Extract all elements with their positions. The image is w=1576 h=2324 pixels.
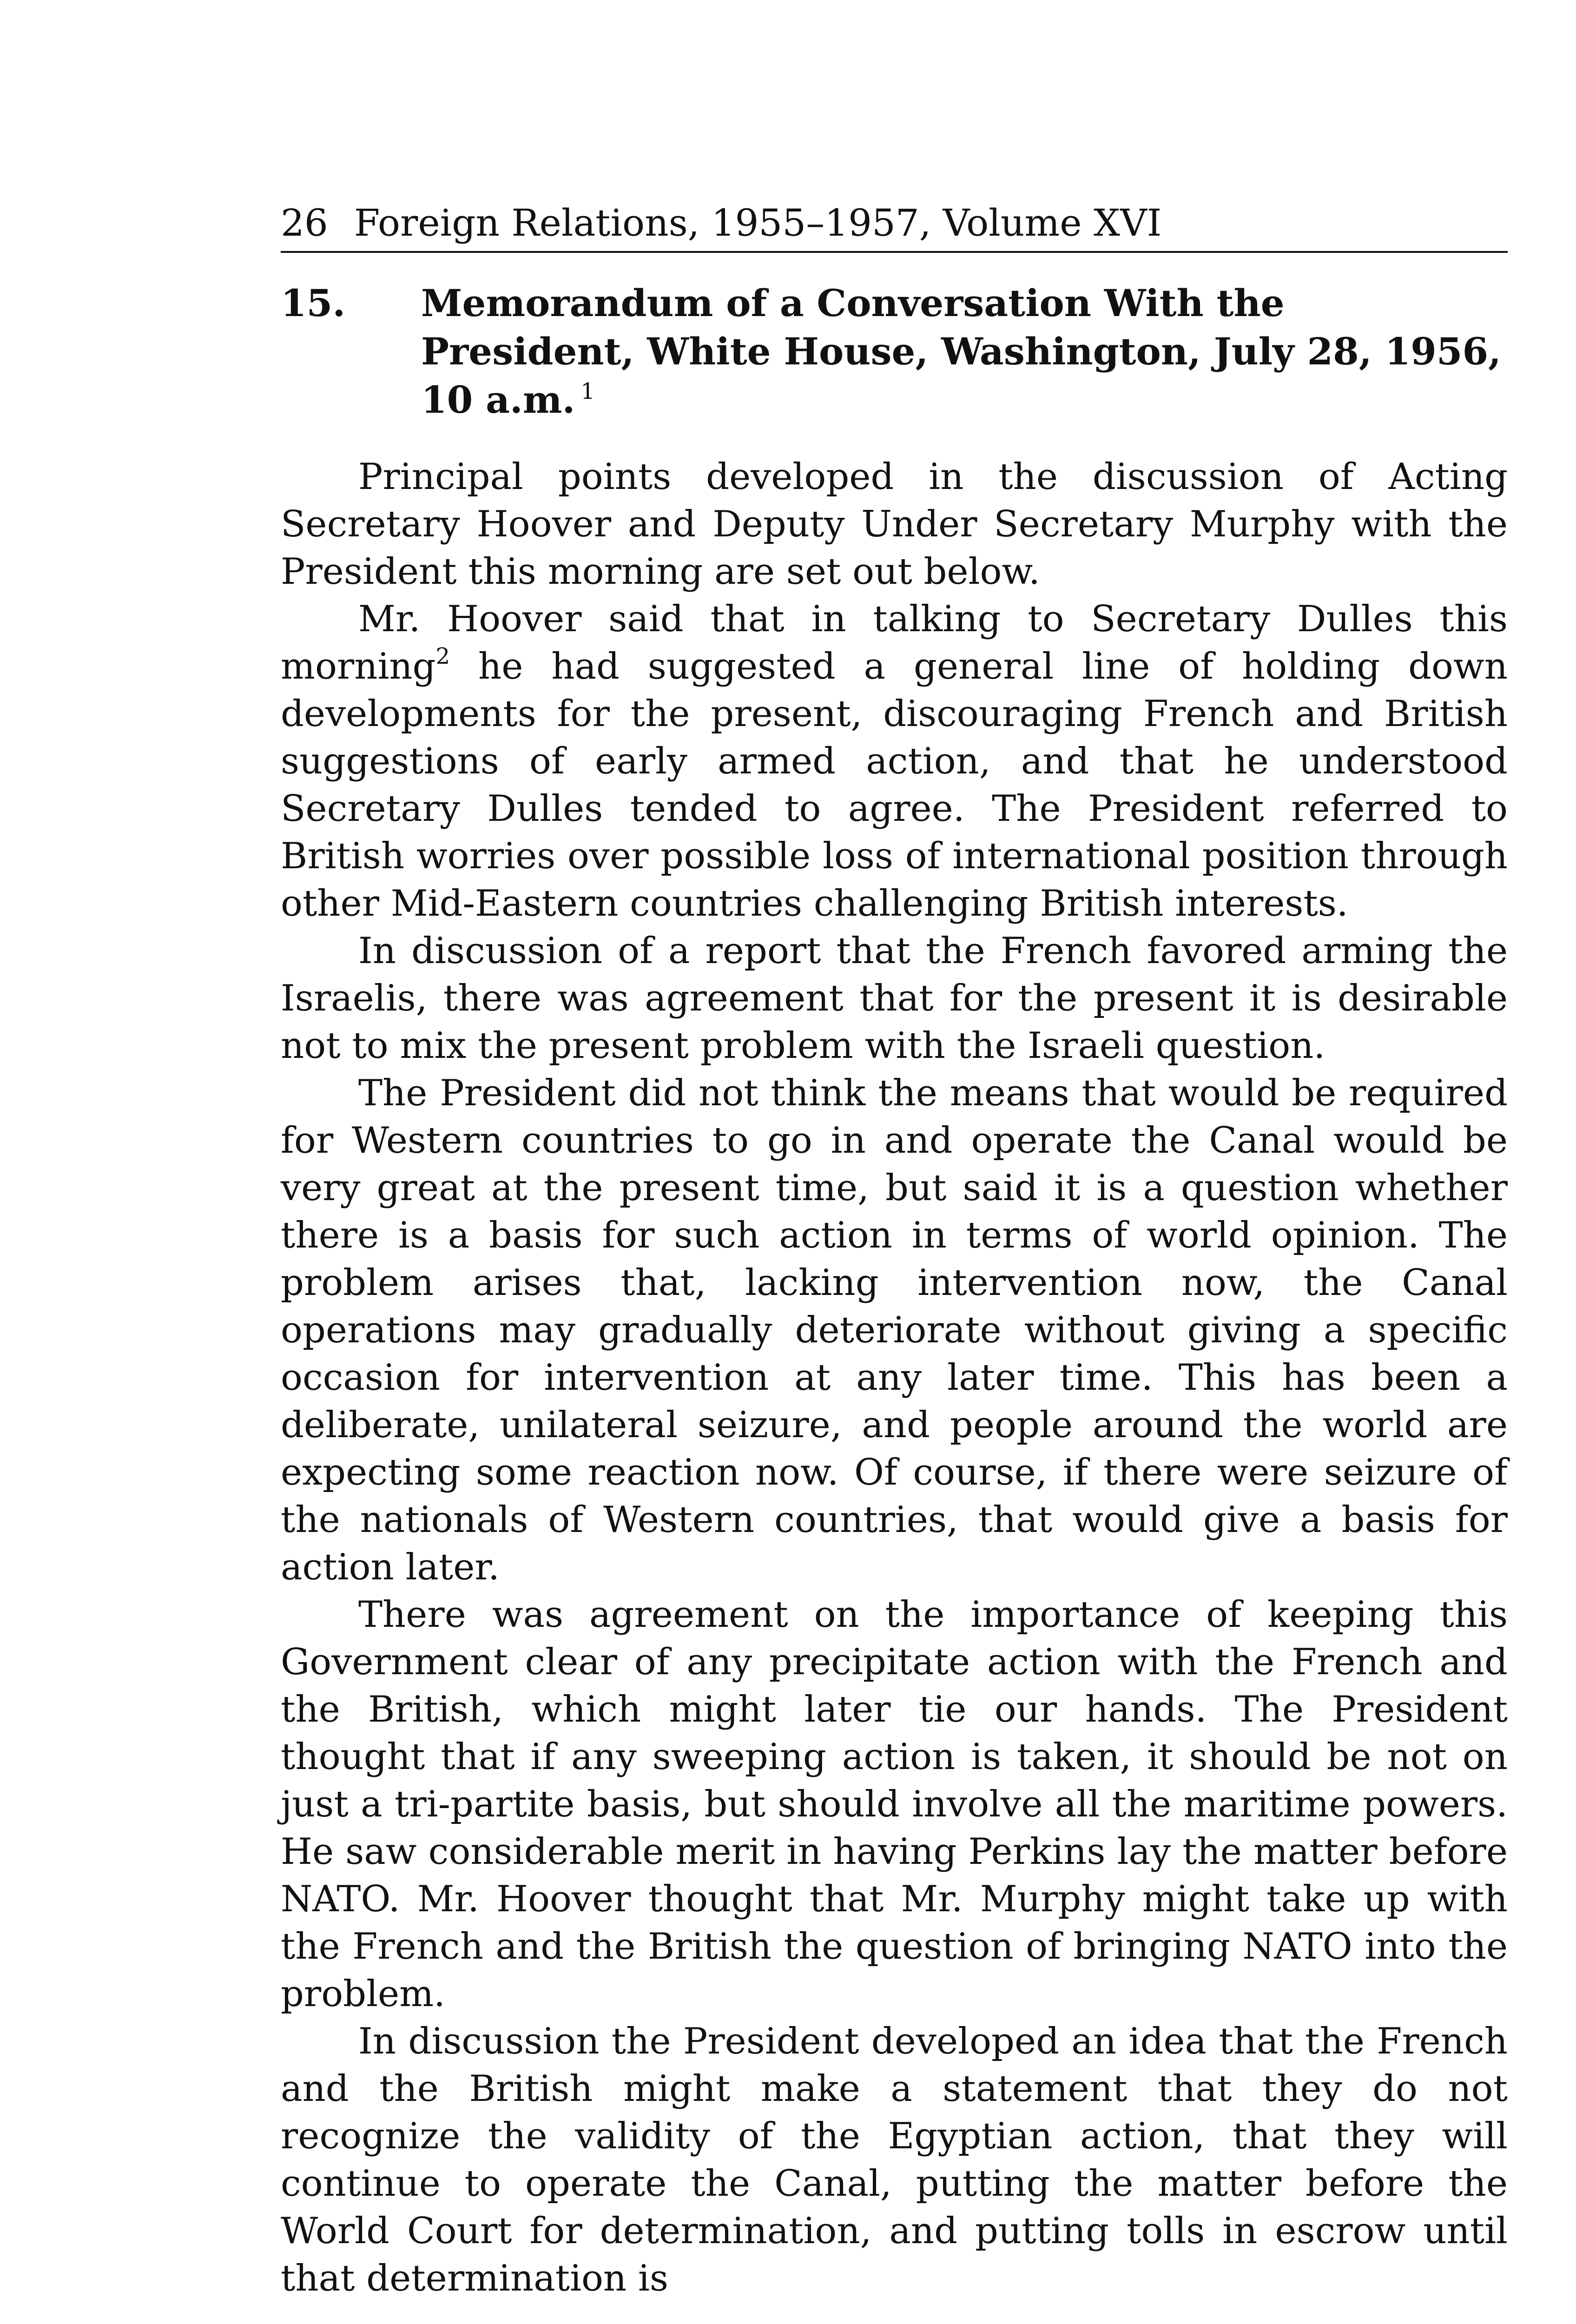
paragraph: In discussion of a report that the French favored arming the Israelis, there was agreement that for the present it is desirable not to mix the present problem with the Israeli question. xyxy=(281,930,1508,1067)
document-heading xyxy=(281,279,1508,424)
paragraph xyxy=(281,595,1508,927)
paragraph: There was agreement on the importance of keeping this Government clear of any precipitate action with the French and the British, which might later tie our hands. The President thought that if any sweeping action is taken, it should be not on just a tri-partite basis, but should involve all the maritime powers. He saw considerable merit in having Perkins lay the matter before NATO. Mr. Hoover thought that Mr. Murphy might take up with the French and the British the question of bringing NATO into the problem. xyxy=(281,1594,1508,2015)
footnote-ref-1[interactable]: 1 xyxy=(580,378,595,404)
document-title xyxy=(421,279,1508,424)
running-head xyxy=(281,200,1508,253)
volume-title: Foreign Relations, 1955–1957, Volume XVI xyxy=(354,201,1162,244)
paragraph-text: Mr. Hoover said that in talking to Secretary Dulles this morning xyxy=(281,598,1508,687)
paragraph: Principal points developed in the discussion of Acting Secretary Hoover and Deputy Under Secretary Murphy with the President this morning are set out below. xyxy=(281,456,1508,593)
document-title-text: Memorandum of a Conversation With the President, White House, Washington, July 28, 1956, 10 a.m. xyxy=(421,281,1502,422)
page-number: 26 xyxy=(281,201,328,244)
body-text xyxy=(281,453,1508,2302)
document-number: 15. xyxy=(281,281,346,325)
paragraph-text: he had suggested a general line of holding down developments for the present, discouraging French and British suggestions of early armed action, and that he understood Secretary Dulles tended to agree. The President referred to British worries over possible loss of international position through other Mid-Eastern countries challenging British interests. xyxy=(281,646,1508,924)
paragraph: In discussion the President developed an idea that the French and the British might make a statement that they do not recognize the validity of the Egyptian action, that they will continue to operate the Canal, putting the matter before the World Court for determination, and putting tolls in escrow until that determination is xyxy=(281,2020,1508,2299)
paragraph: The President did not think the means that would be required for Western countries to go in and operate the Canal would be very great at the present time, but said it is a question whether there is a basis for such action in terms of world opinion. The problem arises that, lacking intervention now, the Canal operations may gradually deteriorate without giving a specific occasion for intervention at any later time. This has been a deliberate, unilateral seizure, and people around the world are expecting some reaction now. Of course, if there were seizure of the nationals of Western countries, that would give a basis for action later. xyxy=(281,1072,1508,1588)
footnote-ref-2[interactable]: 2 xyxy=(435,643,450,669)
